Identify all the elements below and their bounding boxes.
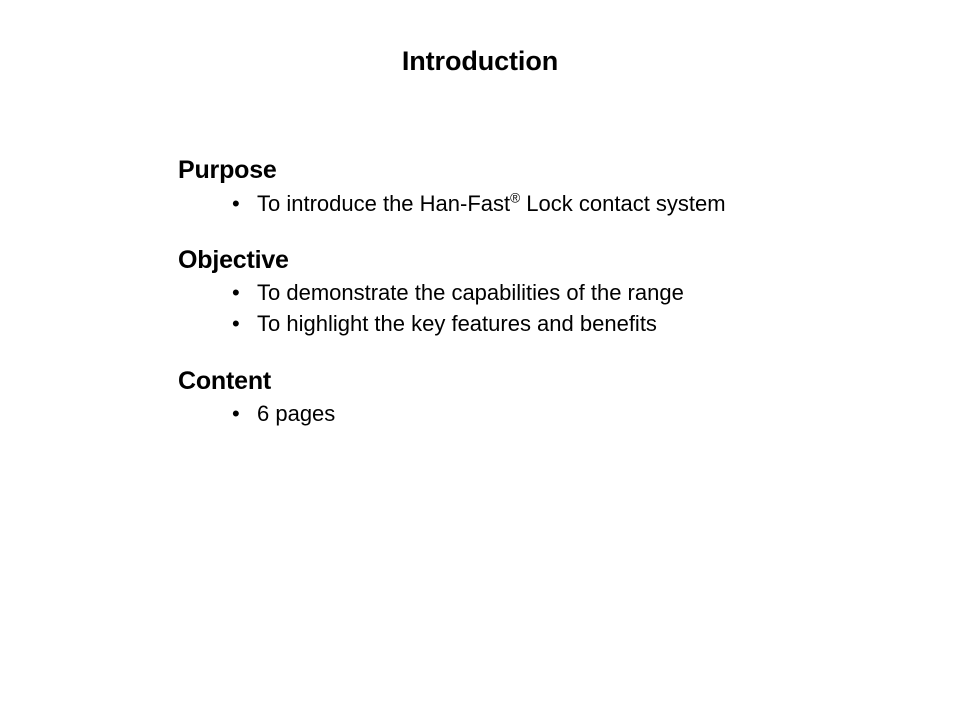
bullet-text: 6 pages	[257, 401, 336, 427]
slide-body-content	[178, 155, 878, 429]
bullet-item	[178, 308, 878, 339]
section-heading: Objective	[178, 245, 289, 274]
content-section-purpose	[178, 155, 878, 219]
bullet-list	[178, 188, 878, 219]
bullet-item	[178, 277, 878, 308]
bullet-text-suffix: Lock contact system	[520, 190, 726, 216]
bullet-item	[178, 398, 878, 429]
bullet-text: To demonstrate the capabilities of the range	[257, 280, 684, 306]
bullet-point-icon: •	[232, 401, 240, 427]
slide-title: Introduction	[401, 46, 559, 76]
bullet-text: To introduce the Han-Fast	[257, 190, 511, 216]
bullet-point-icon: •	[232, 311, 240, 337]
bullet-item	[178, 188, 878, 219]
section-heading: Purpose	[178, 156, 277, 184]
bullet-list	[178, 277, 878, 339]
bullet-text: To highlight the key features and benefits	[257, 311, 657, 337]
content-section-objective	[178, 245, 878, 340]
content-section-content	[178, 366, 878, 430]
bullet-list	[178, 398, 878, 429]
registered-trademark-icon: ®	[510, 190, 521, 206]
bullet-point-icon: •	[232, 280, 240, 306]
bullet-point-icon: •	[232, 190, 240, 216]
section-heading: Content	[178, 366, 272, 395]
